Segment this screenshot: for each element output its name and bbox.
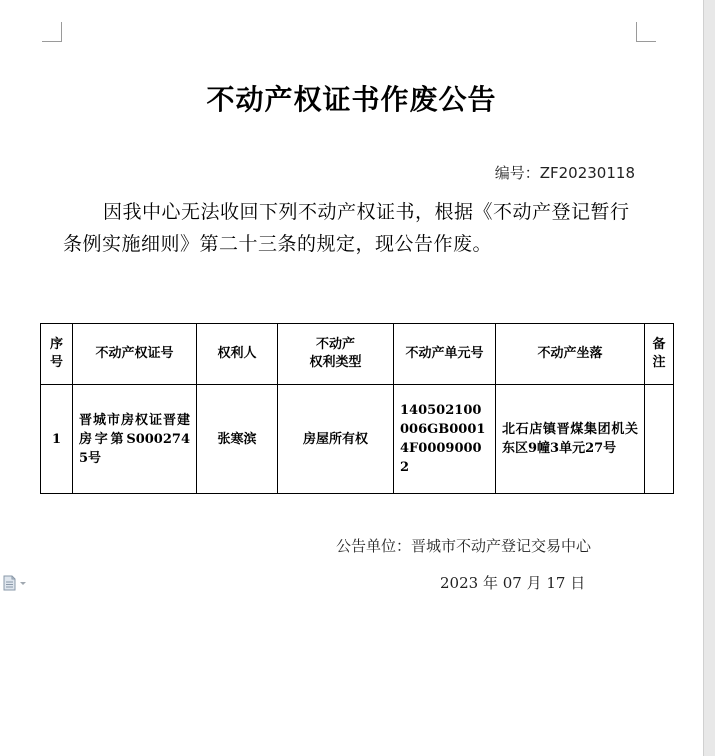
cell-location: 北石店镇晋煤集团机关东区9幢3单元27号 [496, 385, 645, 494]
cell-remark [645, 385, 674, 494]
header-right-type [278, 324, 394, 385]
header-cert-no: 不动产权证号 [73, 324, 197, 385]
header-right-type-line2: 权利类型 [309, 355, 362, 370]
cell-unit-no: 140502100006GB00014F00090002 [394, 385, 496, 494]
document-icon[interactable] [2, 575, 28, 591]
table-row [41, 385, 674, 494]
cell-cert-no: 晋城市房权证晋建房字第S0002745号 [73, 385, 197, 494]
cell-holder: 张寒滨 [197, 385, 278, 494]
margin-corner-top-right [636, 22, 656, 42]
notice-body: 因我中心无法收回下列不动产权证书，根据《不动产登记暂行条例实施细则》第二十三条的规定，现公告作废。 [63, 201, 630, 255]
page-title: 不动产权证书作废公告 [206, 83, 497, 116]
margin-corner-top-left [42, 22, 62, 42]
cell-right-type: 房屋所有权 [278, 385, 394, 494]
certificate-table [40, 323, 674, 494]
header-location: 不动产坐落 [496, 324, 645, 385]
header-remark: 备注 [645, 324, 674, 385]
notice-date: 2023 年 07 月 17 日 [440, 574, 586, 592]
document-number: 编号：ZF20230118 [494, 164, 635, 182]
header-seq: 序号 [41, 324, 73, 385]
notice-unit: 公告单位：晋城市不动产登记交易中心 [336, 537, 592, 555]
document-dropdown-icon [2, 575, 28, 591]
table-header-row [41, 324, 674, 385]
header-holder: 权利人 [197, 324, 278, 385]
scroll-edge [703, 0, 715, 756]
header-right-type-line1: 不动产 [315, 337, 355, 352]
header-unit-no: 不动产单元号 [394, 324, 496, 385]
cell-seq: 1 [41, 385, 73, 494]
